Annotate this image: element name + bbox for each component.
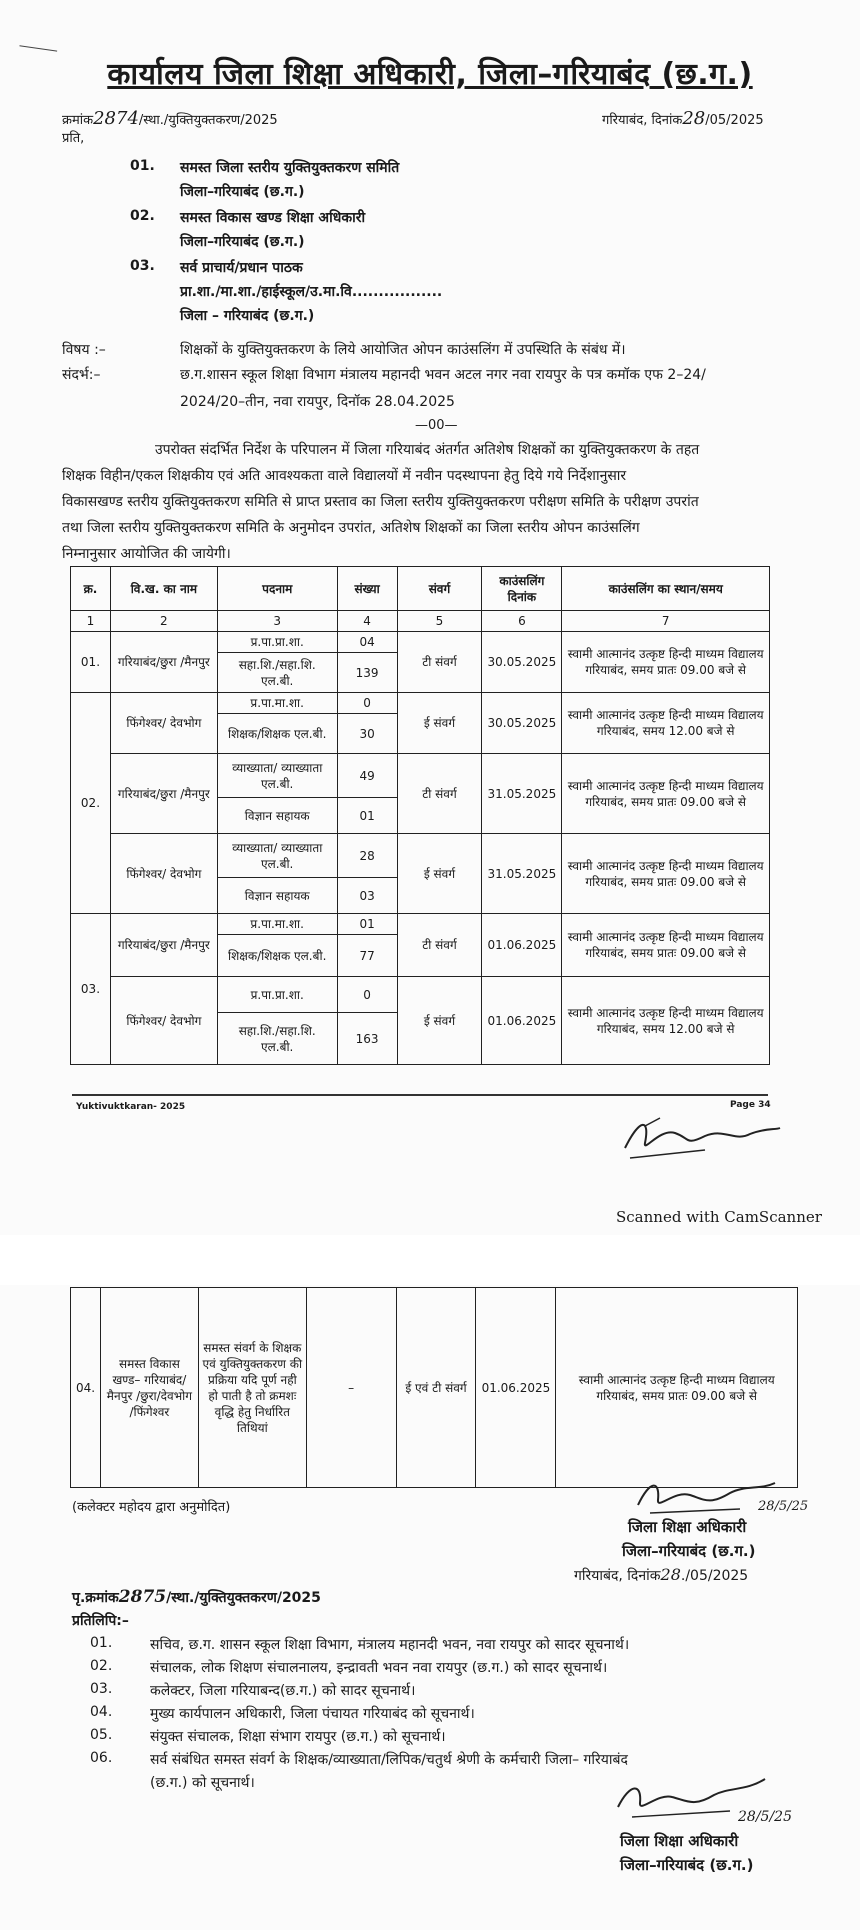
row-count: 139 — [337, 653, 397, 693]
recipient-2-line2: जिला–गरियाबंद (छ.ग.) — [180, 234, 305, 250]
handwritten-date: 28 — [682, 108, 706, 129]
row-count: 04 — [337, 632, 397, 653]
corner-mark — [19, 35, 58, 51]
footer-right: Page 34 — [730, 1100, 771, 1110]
row-count: 77 — [337, 935, 397, 977]
counseling-schedule-table — [70, 566, 770, 1065]
recipient-2-line1: समस्त विकास खण्ड शिक्षा अधिकारी — [180, 210, 366, 226]
row-designation: सहा.शि./सहा.शि. एल.बी. — [217, 1013, 337, 1065]
row-designation: प्र.पा.प्रा.शा. — [217, 977, 337, 1013]
copy-item-4-num: 04. — [90, 1704, 113, 1720]
recipient-2-num: 02. — [130, 208, 155, 224]
row-serial: 03. — [71, 914, 111, 1065]
copy-item-3-text: कलेक्टर, जिला गरियाबन्द(छ.ग.) को सादर सूचनार्थ। — [150, 1683, 416, 1699]
signature-date-line: गरियाबंद, दिनांक28./05/2025 — [574, 1565, 749, 1584]
row-count: 28 — [337, 834, 397, 878]
copy-item-2-text: संचालक, लोक शिक्षण संचालनालय, इन्द्रावती भवन नवा रायपुर (छ.ग.) को सादर सूचनार्थ। — [150, 1660, 608, 1676]
reference-label: संदर्भ:– — [62, 367, 101, 383]
copy-item-2-num: 02. — [90, 1658, 113, 1674]
row-block: फिंगेश्वर/ देवभोग — [110, 834, 217, 914]
row-serial: 04. — [71, 1288, 101, 1488]
row-designation: विज्ञान सहायक — [217, 878, 337, 914]
copy-item-4-text: मुख्य कार्यपालन अधिकारी, जिला पंचायत गरियाबंद को सूचनार्थ। — [150, 1706, 475, 1722]
row-cadre: टी संवर्ग — [397, 632, 482, 693]
row-date: 30.05.2025 — [482, 632, 562, 693]
copy-item-3-num: 03. — [90, 1681, 113, 1697]
scanner-watermark: Scanned with CamScanner — [616, 1208, 822, 1226]
col-number: 4 — [337, 611, 397, 632]
row-block: गरियाबंद/छुरा /मैनपुर — [110, 754, 217, 834]
handwritten-sign-date: 28/5/25 — [738, 1809, 792, 1825]
officer-district: जिला–गरियाबंद (छ.ग.) — [622, 1542, 756, 1560]
copy-item-6-num: 06. — [90, 1750, 113, 1766]
row-date: 01.06.2025 — [482, 914, 562, 977]
row-venue: स्वामी आत्मानंद उत्कृष्ट हिन्दी माध्यम विद्यालय गरियाबंद, समय प्रातः 09.00 बजे से — [562, 754, 770, 834]
row-designation: विज्ञान सहायक — [217, 798, 337, 834]
row-cadre: ई संवर्ग — [397, 977, 482, 1065]
col-number: 1 — [71, 611, 111, 632]
recipient-3-num: 03. — [130, 258, 155, 274]
row-designation: प्र.पा.मा.शा. — [217, 693, 337, 714]
row-venue: स्वामी आत्मानंद उत्कृष्ट हिन्दी माध्यम विद्यालय गरियाबंद, समय प्रातः 09.00 बजे से — [562, 632, 770, 693]
col-number: 7 — [562, 611, 770, 632]
row-date: 01.06.2025 — [476, 1288, 556, 1488]
header-cadre: संवर्ग — [397, 567, 482, 611]
row-cadre: टी संवर्ग — [397, 754, 482, 834]
copy-item-5-num: 05. — [90, 1727, 113, 1743]
copy-item-6-text-cont: (छ.ग.) को सूचनार्थ। — [150, 1775, 255, 1791]
header-designation: पदनाम — [217, 567, 337, 611]
reference-number-line: क्रमांक2874/स्था./युक्तियुक्तकरण/2025 — [62, 108, 278, 129]
body-line-3: विकासखण्ड स्तरीय युक्तियुक्तकरण समिति से प्राप्त प्रस्ताव का जिला स्तरीय युक्तियुक्तकरण परीक्षण समिति के परीक्षण उपरांत — [62, 494, 699, 510]
header-venue: काउंसलिंग का स्थान/समय — [562, 567, 770, 611]
header-block: वि.ख. का नाम — [110, 567, 217, 611]
handwritten-date: 28 — [660, 1565, 681, 1584]
row-count: 49 — [337, 754, 397, 798]
row-date: 01.06.2025 — [482, 977, 562, 1065]
copy-item-1-num: 01. — [90, 1635, 113, 1651]
body-line-2: शिक्षक विहीन/एकल शिक्षकीय एवं अति आवश्यकता वाले विद्यालयों में नवीन पदस्थापना हेतु दिये गये निर्देशानुसार — [62, 468, 627, 484]
col-number: 6 — [482, 611, 562, 632]
subject-text: शिक्षकों के युक्तियुक्तकरण के लिये आयोजित ओपन काउंसलिंग में उपस्थिति के संबंध में। — [180, 342, 626, 358]
row-designation: सहा.शि./सहा.शि. एल.बी. — [217, 653, 337, 693]
copy-label: प्रतिलिपि:– — [72, 1613, 129, 1629]
page-gap — [0, 1235, 860, 1285]
row-block: फिंगेश्वर/ देवभोग — [110, 693, 217, 754]
separator: —00— — [415, 418, 458, 433]
officer-designation: जिला शिक्षा अधिकारी — [620, 1832, 739, 1850]
copy-item-6-text: सर्व संबंधित समस्त संवर्ग के शिक्षक/व्याख्याता/लिपिक/चतुर्थ श्रेणी के कर्मचारी जिला– गरियाबंद — [150, 1752, 628, 1768]
reference-line1: छ.ग.शासन स्कूल शिक्षा विभाग मंत्रालय महानदी भवन अटल नगर नवा रायपुर के पत्र कमॉक एफ 2–24/ — [180, 367, 706, 383]
approval-note: (कलेक्टर महोदय द्वारा अनुमोदित) — [72, 1500, 231, 1515]
row-block: गरियाबंद/छुरा /मैनपुर — [110, 914, 217, 977]
recipient-1-num: 01. — [130, 158, 155, 174]
row-date: 31.05.2025 — [482, 834, 562, 914]
officer-district: जिला–गरियाबंद (छ.ग.) — [620, 1856, 754, 1874]
row-count: 01 — [337, 914, 397, 935]
reference-line2: 2024/20–तीन, नवा रायपुर, दिनॉक 28.04.2025 — [180, 394, 455, 410]
row-count: 0 — [337, 693, 397, 714]
handwritten-ref-number: 2874 — [93, 108, 139, 129]
row-designation: व्याख्याता/ व्याख्याता एल.बी. — [217, 834, 337, 878]
officer-designation: जिला शिक्षा अधिकारी — [628, 1518, 747, 1536]
row-count: – — [306, 1288, 396, 1488]
col-number: 3 — [217, 611, 337, 632]
row-cadre: ई संवर्ग — [397, 834, 482, 914]
header-serial: क्र. — [71, 567, 111, 611]
date-line: गरियाबंद, दिनांक28/05/2025 — [602, 108, 764, 129]
row-venue: स्वामी आत्मानंद उत्कृष्ट हिन्दी माध्यम विद्यालय गरियाबंद, समय प्रातः 09.00 बजे से — [562, 834, 770, 914]
row-block: गरियाबंद/छुरा /मैनपुर — [110, 632, 217, 693]
footer-left: Yuktivuktkaran- 2025 — [76, 1102, 186, 1112]
recipient-1-line2: जिला–गरियाबंद (छ.ग.) — [180, 184, 305, 200]
signature-scribble — [615, 1098, 785, 1168]
row-block: समस्त विकास खण्ड– गरियाबंद/मैनपुर /छुरा/देवभोग /फिंगेश्वर — [100, 1288, 198, 1488]
col-number: 5 — [397, 611, 482, 632]
handwritten-sign-date: 28/5/25 — [758, 1499, 809, 1514]
recipient-3-line1: सर्व प्राचार्य/प्रधान पाठक — [180, 260, 303, 276]
row-designation: प्र.पा.प्रा.शा. — [217, 632, 337, 653]
copy-item-5-text: संयुक्त संचालक, शिक्षा संभाग रायपुर (छ.ग.) को सूचनार्थ। — [150, 1729, 446, 1745]
header-count: संख्या — [337, 567, 397, 611]
row-block: फिंगेश्वर/ देवभोग — [110, 977, 217, 1065]
office-title: कार्यालय जिला शिक्षा अधिकारी, जिला–गरियाबंद (छ.ग.) — [107, 57, 753, 92]
prati-label: प्रति, — [62, 131, 85, 146]
row-count: 163 — [337, 1013, 397, 1065]
recipient-3-line2: प्रा.शा./मा.शा./हाईस्कूल/उ.मा.वि................. — [180, 284, 443, 300]
row-count: 30 — [337, 714, 397, 754]
continuation-table — [70, 1287, 798, 1488]
row-venue: स्वामी आत्मानंद उत्कृष्ट हिन्दी माध्यम विद्यालय गरियाबंद, समय 12.00 बजे से — [562, 977, 770, 1065]
row-serial: 01. — [71, 632, 111, 693]
copy-item-1-text: सचिव, छ.ग. शासन स्कूल शिक्षा विभाग, मंत्रालय महानदी भवन, नवा रायपुर को सादर सूचनार्थ। — [150, 1637, 630, 1653]
row-designation: व्याख्याता/ व्याख्याता एल.बी. — [217, 754, 337, 798]
subject-label: विषय :– — [62, 342, 106, 358]
row-cadre: टी संवर्ग — [397, 914, 482, 977]
row-cadre: ई संवर्ग — [397, 693, 482, 754]
col-number: 2 — [110, 611, 217, 632]
body-line-5: निम्नानुसार आयोजित की जायेगी। — [62, 546, 231, 562]
row-date: 31.05.2025 — [482, 754, 562, 834]
body-line-1: उपरोक्त संदर्भित निर्देश के परिपालन में जिला गरियाबंद अंतर्गत अतिशेष शिक्षकों का युक्तियुक्तकरण के तहत — [155, 442, 700, 458]
row-designation: समस्त संवर्ग के शिक्षक एवं युक्तियुक्तकरण की प्रक्रिया यदि पूर्ण नही हो पाती है तो क्रमशः वृद्धि हेतु निर्धारित तिथियां — [198, 1288, 306, 1488]
recipient-1-line1: समस्त जिला स्तरीय युक्तियुक्तकरण समिति — [180, 160, 400, 176]
row-designation: शिक्षक/शिक्षक एल.बी. — [217, 714, 337, 754]
row-date: 30.05.2025 — [482, 693, 562, 754]
footer-rule — [72, 1094, 768, 1096]
row-cadre: ई एवं टी संवर्ग — [396, 1288, 476, 1488]
body-line-4: तथा जिला स्तरीय युक्तियुक्तकरण समिति के अनुमोदन उपरांत, अतिशेष शिक्षकों का जिला स्तरीय ओपन काउंसलिंग — [62, 520, 640, 536]
row-venue: स्वामी आत्मानंद उत्कृष्ट हिन्दी माध्यम विद्यालय गरियाबंद, समय प्रातः 09.00 बजे से — [556, 1288, 798, 1488]
header-date: काउंसलिंग दिनांक — [482, 567, 562, 611]
row-count: 03 — [337, 878, 397, 914]
row-venue: स्वामी आत्मानंद उत्कृष्ट हिन्दी माध्यम विद्यालय गरियाबंद, समय 12.00 बजे से — [562, 693, 770, 754]
row-designation: प्र.पा.मा.शा. — [217, 914, 337, 935]
endorsement-number-line: पृ.क्रमांक2875/स्था./युक्तियुक्तकरण/2025 — [72, 1587, 321, 1607]
row-designation: शिक्षक/शिक्षक एल.बी. — [217, 935, 337, 977]
document-page-2 — [0, 1285, 860, 1930]
recipient-3-line3: जिला – गरियाबंद (छ.ग.) — [180, 308, 315, 324]
row-venue: स्वामी आत्मानंद उत्कृष्ट हिन्दी माध्यम विद्यालय गरियाबंद, समय प्रातः 09.00 बजे से — [562, 914, 770, 977]
row-count: 01 — [337, 798, 397, 834]
row-serial: 02. — [71, 693, 111, 914]
row-count: 0 — [337, 977, 397, 1013]
handwritten-endorsement-number: 2875 — [118, 1587, 167, 1607]
